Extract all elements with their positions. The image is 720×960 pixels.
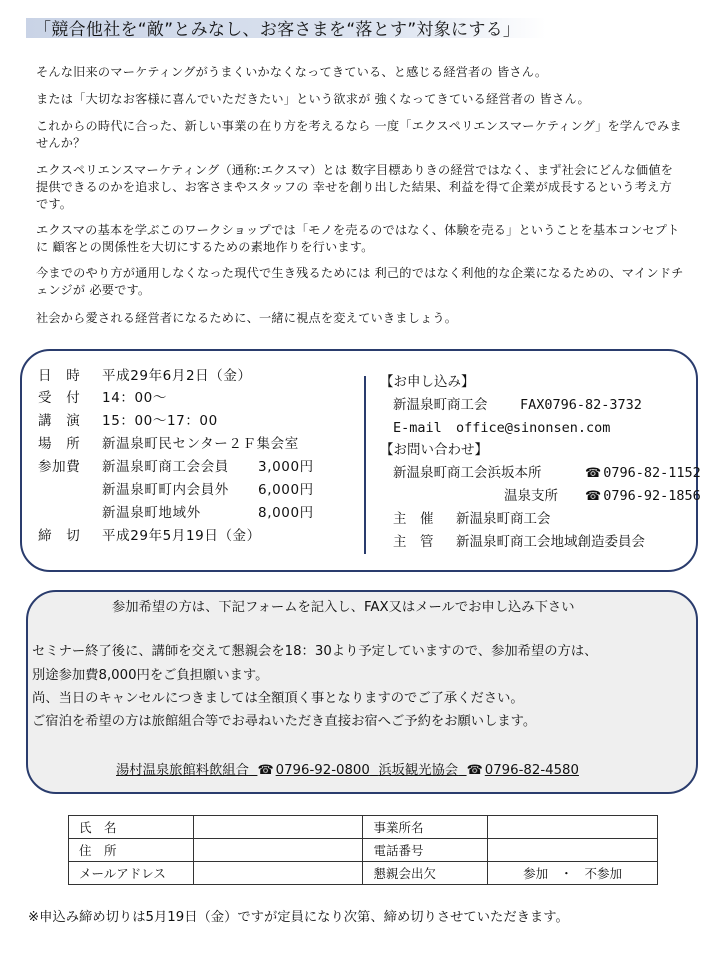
page-title: 「競合他社を“敵”とみなし、お客さまを“落とす”対象にする」 — [34, 20, 521, 40]
phone-icon: ☎ — [585, 466, 602, 481]
application-form — [68, 815, 658, 885]
notice-line-2: 別途参加費8,000円をご負担願います。 — [32, 668, 269, 683]
deadline-value: 平成29年5月19日（金） — [102, 528, 261, 544]
form-label-name: 氏 名 — [69, 816, 194, 839]
inquiry1-org: 新温泉町商工会浜坂本所 — [393, 465, 542, 481]
inquiry-heading: 【お問い合わせ】 — [380, 442, 488, 458]
notice-line-4: ご宿泊を希望の方は旅館組合等でお尋ねいただき直接お宿へご予約をお願いします。 — [32, 714, 537, 729]
form-field-address[interactable] — [193, 839, 363, 862]
inquiry1-phone: ☎ 0796-82-1152 — [585, 465, 701, 481]
phone-icon: ☎ — [466, 763, 483, 778]
date-value: 平成29年6月2日（金） — [102, 368, 252, 384]
attend-separator: ・ — [560, 866, 573, 881]
apply-org: 新温泉町商工会 — [393, 397, 488, 413]
host-value: 新温泉町商工会 — [456, 511, 551, 527]
intro-paragraph-5: エクスマの基本を学ぶこのワークショップでは「モノを売るのではなく、体験を売る」ということを基本コンセプトに 顧客との関係性を大切にするための素地作りを行います。 — [36, 223, 680, 254]
host-label: 主 催 — [393, 511, 434, 527]
form-label-phone: 電話番号 — [363, 839, 488, 862]
form-label-address: 住 所 — [69, 839, 194, 862]
intro-paragraph-7: 社会から愛される経営者になるために、一緒に視点を変えていきましょう。 — [36, 311, 458, 325]
form-label-email: メールアドレス — [69, 862, 194, 885]
fee-name-1: 新温泉町商工会会員 — [102, 459, 229, 475]
attend-no[interactable]: 不参加 — [584, 866, 623, 881]
intro-paragraph-4: エクスペリエンスマーケティング（通称:エクスマ）とは 数字目標ありきの経営ではなく、まず社会にどんな価値を提供できるのかを追求し、お客さまやスタッフの 幸せを創り出した結果、利益を得て企業が成長するという考え方です。 — [36, 163, 674, 211]
form-field-email[interactable] — [193, 862, 363, 885]
intro-paragraph-1: そんな旧来のマーケティングがうまくいかなくなってきている、と感じる経営者の 皆さん。 — [36, 65, 548, 79]
form-row — [69, 816, 658, 839]
org1-phone: 0796-92-0800 — [275, 763, 370, 778]
lecture-label: 講 演 — [38, 413, 81, 429]
notice-line-1: セミナー終了後に、講師を交えて懇親会を18：30より予定していますので、参加希望の方は、 — [32, 644, 598, 659]
email-value[interactable]: office@sinonsen.com — [456, 420, 611, 436]
form-field-phone[interactable] — [488, 839, 658, 862]
org2-phone: 0796-82-4580 — [484, 763, 579, 778]
lecture-value: 15：00～17：00 — [102, 413, 218, 429]
deadline-label: 締 切 — [38, 528, 81, 544]
org1-name: 湯村温泉旅館料飲組合 — [116, 763, 249, 778]
fee-name-3: 新温泉町地域外 — [102, 505, 201, 521]
attend-yes[interactable]: 参加 — [523, 866, 549, 881]
intro-paragraph-3: これからの時代に合った、新しい事業の在り方を考えるなら 一度「エクスペリエンスマーケティング」を学んでみませんか？ — [36, 119, 682, 150]
inquiry2-org: 温泉支所 — [504, 488, 558, 504]
intro-paragraph-2: または「大切なお客様に喜んでいただきたい」という欲求が 強くなってきている経営者の 皆さん。 — [36, 92, 590, 106]
org2-name: 浜坂観光協会 — [378, 763, 459, 778]
reception-label: 受 付 — [38, 390, 81, 406]
footer-note: ※申込み締め切りは5月19日（金）ですが定員になり次第、締め切りさせていただきます。 — [28, 910, 569, 925]
email-label: E-mail — [393, 420, 442, 436]
manage-label: 主 管 — [393, 534, 434, 550]
form-row — [69, 862, 658, 885]
fee-price-2: 6,000円 — [258, 482, 314, 498]
fee-price-1: 3,000円 — [258, 459, 314, 475]
reception-value: 14：00～ — [102, 390, 167, 406]
vertical-divider — [364, 376, 366, 554]
venue-label: 場 所 — [38, 436, 81, 452]
form-field-party[interactable] — [488, 862, 658, 885]
form-row — [69, 839, 658, 862]
form-field-name[interactable] — [193, 816, 363, 839]
inquiry2-phone: ☎ 0796-92-1856 — [585, 488, 701, 504]
form-label-party: 懇親会出欠 — [363, 862, 488, 885]
manage-value: 新温泉町商工会地域創造委員会 — [456, 534, 645, 550]
form-label-company: 事業所名 — [363, 816, 488, 839]
fee-label: 参加費 — [38, 459, 81, 475]
form-field-company[interactable] — [488, 816, 658, 839]
notice-line-3: 尚、当日のキャンセルにつきましては全額頂く事となりますのでご了承ください。 — [32, 691, 524, 706]
venue-value: 新温泉町民センター２Ｆ集会室 — [102, 436, 299, 452]
notice-contacts — [116, 761, 579, 781]
notice-heading: 参加希望の方は、下記フォームを記入し、FAX又はメールでお申し込み下さい — [112, 600, 575, 615]
fee-name-2: 新温泉町町内会員外 — [102, 482, 229, 498]
apply-heading: 【お申し込み】 — [380, 374, 475, 390]
fee-price-3: 8,000円 — [258, 505, 314, 521]
phone-icon: ☎ — [585, 489, 602, 504]
phone-icon: ☎ — [257, 763, 274, 778]
date-label: 日 時 — [38, 368, 81, 384]
intro-paragraph-6: 今までのやり方が通用しなくなった現代で生き残るためには 利己的ではなく利他的な企業になるための、マインドチェンジが 必要です。 — [36, 266, 684, 297]
apply-fax: FAX0796-82-3732 — [520, 397, 642, 413]
